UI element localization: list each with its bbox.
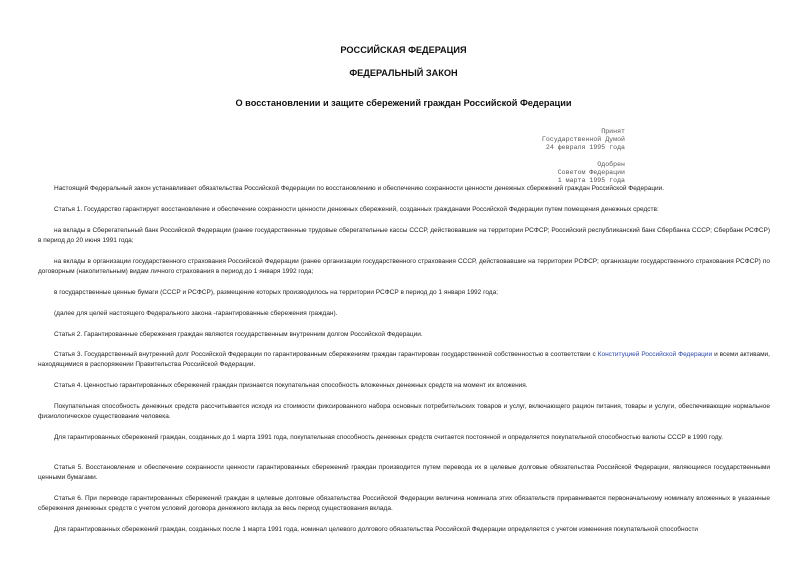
- law-title: О восстановлении и защите сбережений граждан Российской Федерации: [235, 98, 572, 108]
- law-type-heading: ФЕДЕРАЛЬНЫЙ ЗАКОН: [349, 68, 458, 78]
- purchasing-power-paragraph: Покупательная способность денежных средств рассчитывается исходя из стоимости фиксированного набора основных потребительских товаров и услуг, включающего рацион питания, товары и услуги, обеспечивающие нормальное физиологическое существование человека.: [38, 403, 770, 421]
- article-3-text: Статья 3. Государственный внутренний долг Российской Федерации по гарантированным сбережениям граждан гарантирован государственной собственностью в соответствии с: [54, 351, 598, 358]
- country-heading: РОССИЙСКАЯ ФЕДЕРАЦИЯ: [340, 45, 467, 55]
- article-1-paragraph: Статья 1. Государство гарантирует восстановление и обеспечение сохранности ценности денежных сбережений, созданных гражданами Российской Федерации путем помещения денежных средств:: [54, 206, 659, 213]
- insurance-paragraph: на вклады в организации государственного страхования Российской Федерации (ранее организации государственного страхования СССР, действовавшие на территории РСФСР; организации государственного страхования РСФСР) по договорным (накопительным) видам личного страхования в период до 1 января 1992 года;: [38, 258, 770, 276]
- article-3-text-end: и всеми активами, находящимися в распоряжении Правительства Российской Федерации.: [38, 351, 770, 369]
- article-2-paragraph: Статья 2. Гарантированные сбережения граждан являются государственным внутренним долгом Российской Федерации.: [54, 331, 423, 338]
- acceptance-line: Одобрен: [597, 161, 625, 168]
- preamble-paragraph: Настоящий Федеральный закон устанавливает обязательства Российской Федерации по восстановлению и обеспечению сохранности ценности денежных сбережений граждан Российской Федерации.: [54, 185, 665, 192]
- acceptance-line: 24 февраля 1995 года: [545, 144, 625, 151]
- acceptance-line: 1 марта 1995 года: [557, 177, 625, 184]
- article-5-paragraph: Статья 5. Восстановление и обеспечение сохранности ценности гарантированных сбережений граждан производится путем перевода их в целевые долговые обязательства Российской Федерации, являющиеся государственными ценными бумагами.: [38, 464, 770, 482]
- acceptance-line: Принят: [601, 128, 625, 135]
- duma-acceptance-note: [480, 128, 625, 152]
- constitution-link[interactable]: Конституцией Российской Федерации: [597, 351, 713, 358]
- article-3-paragraph: [38, 350, 770, 371]
- article-4-paragraph: Статья 4. Ценностью гарантированных сбережений граждан признается покупательная способность вложенных денежных средств на момент их вложения.: [54, 382, 528, 389]
- pre-1991-savings-paragraph: Для гарантированных сбережений граждан, созданных до 1 марта 1991 года, покупательная способность денежных средств считается постоянной и определяется покупательной способностью валюты СССР в 1990 году.: [54, 434, 723, 441]
- article-6-paragraph: Статья 6. При переводе гарантированных сбережений граждан в целевые долговые обязательства Российской Федерации величина номинала этих обязательств приравнивается первоначальному номиналу вложенных в указанные сбережения денежных средств с учетом условий договора денежного вклада за весь период существования вклада.: [38, 495, 770, 513]
- council-approval-note: [480, 161, 625, 185]
- savings-bank-paragraph: на вклады в Сберегательный банк Российской Федерации (ранее государственные трудовые сберегательные кассы СССР, действовавшие на территории РСФСР; Российский республиканский банк Сбербанка СССР; Сбербанк РСФСР) в период до 20 июня 1991 года;: [38, 227, 770, 245]
- post-1991-savings-paragraph: Для гарантированных сбережений граждан, созданных после 1 марта 1991 года, номинал целевого долгового обязательства Российской Федерации определяется с учетом изменения покупательной способности: [54, 526, 699, 533]
- securities-paragraph: в государственные ценные бумаги (СССР и РСФСР), размещение которых производилось на территории РСФСР в период до 1 января 1992 года;: [54, 289, 499, 296]
- acceptance-line: Советом Федерации: [557, 169, 625, 176]
- acceptance-line: Государственной Думой: [541, 136, 625, 143]
- definition-paragraph: (далее для целей настоящего Федерального закона -гарантированные сбережения граждан).: [54, 310, 338, 317]
